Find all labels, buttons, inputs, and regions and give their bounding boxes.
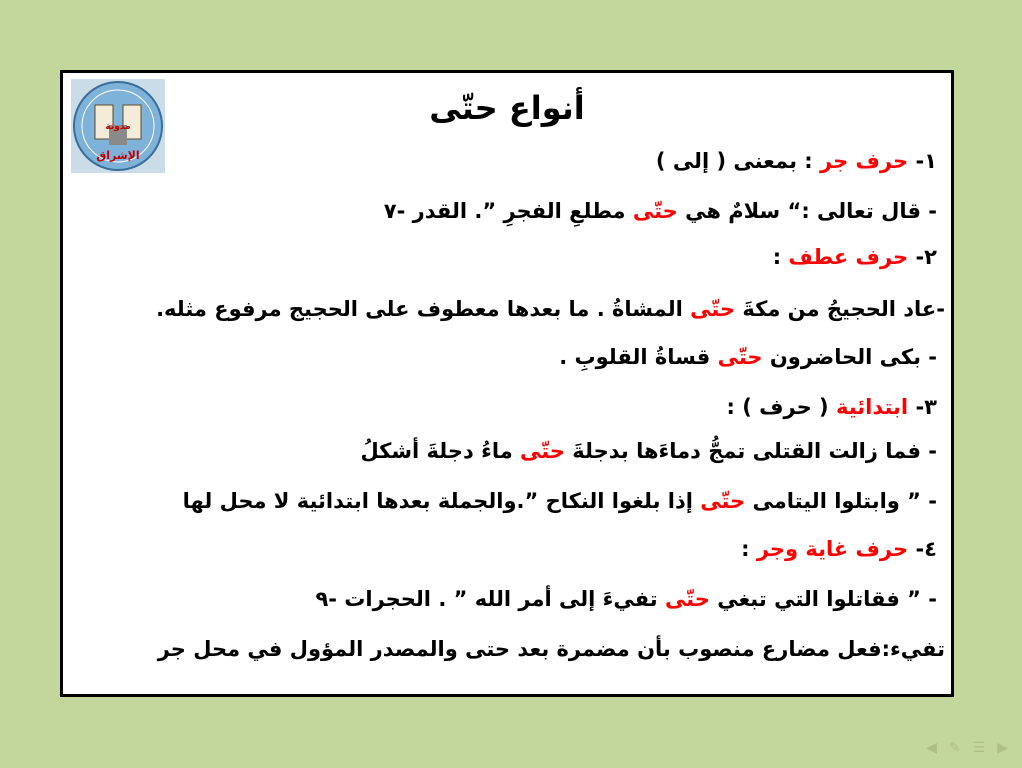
line-text: -عاد الحجيجُ من مكةَ <box>735 297 945 321</box>
line-text: ٢- <box>908 245 937 269</box>
highlighted-text: حتّى <box>664 587 710 611</box>
highlighted-text: حرف غاية وجر <box>756 537 909 561</box>
slide-content-box <box>60 70 954 697</box>
text-line-8 <box>183 485 937 517</box>
highlighted-text: حرف جر <box>820 149 909 173</box>
logo-top-text: مدونة <box>105 122 131 132</box>
highlighted-text: حتّى <box>690 297 736 321</box>
line-text: تفيءَ إلى أمر الله ” . الحجرات -٩ <box>315 587 665 611</box>
text-line-2 <box>384 195 937 227</box>
highlighted-text: حرف عطف <box>788 245 909 269</box>
text-line-3 <box>773 241 937 273</box>
text-line-9 <box>741 533 937 565</box>
slide-nav <box>926 740 1008 756</box>
highlighted-text: ابتدائية <box>835 395 909 419</box>
highlighted-text: حتّى <box>700 489 746 513</box>
line-text: مطلعِ الفجرِ ”. القدر -٧ <box>383 199 633 223</box>
line-text: إذا بلغوا النكاح ”.والجملة بعدها ابتدائية لا محل لها <box>182 489 701 513</box>
line-text: : بمعنى ( إلى ) <box>655 149 821 173</box>
line-text: تفيء:فعل مضارع منصوب بأن مضمرة بعد حتى والمصدر المؤول في محل جر <box>157 637 945 661</box>
line-text: - فما زالت القتلى تمجُّ دماءَها بدجلةَ <box>564 439 937 463</box>
line-text: ماءُ دجلةَ أشكلُ <box>360 439 521 463</box>
text-line-6 <box>727 391 937 423</box>
pen-icon[interactable]: ✎ <box>948 740 961 756</box>
line-text: ٣- <box>908 395 937 419</box>
line-text: - قال تعالى :“ سلامٌ هي <box>677 199 937 223</box>
line-text: : <box>772 245 789 269</box>
line-text: ( حرف ) : <box>726 395 836 419</box>
text-line-10 <box>315 583 937 615</box>
logo-bottom-text: الإشراق <box>96 149 140 162</box>
menu-icon[interactable]: ☰ <box>972 740 986 756</box>
next-arrow-icon[interactable]: ▶ <box>997 740 1008 756</box>
line-text: ٤- <box>908 537 937 561</box>
text-line-5 <box>559 341 937 373</box>
text-line-11 <box>158 633 945 665</box>
prev-arrow-icon[interactable]: ◀ <box>926 740 937 756</box>
highlighted-text: حتّى <box>717 345 763 369</box>
slide-title: أنواع حتّى <box>429 89 585 127</box>
line-text: - ” فقاتلوا التي تبغي <box>709 587 937 611</box>
text-line-7 <box>360 435 937 467</box>
highlighted-text: حتّى <box>632 199 678 223</box>
text-line-1 <box>656 145 937 177</box>
line-text: قساةُ القلوبِ . <box>559 345 718 369</box>
highlighted-text: حتّى <box>520 439 565 463</box>
text-line-4 <box>156 293 945 325</box>
line-text: المشاةُ . ما بعدها معطوف على الحجيج مرفوع مثله. <box>156 297 691 321</box>
line-text: ١- <box>908 149 937 173</box>
line-text: - ” وابتلوا اليتامى <box>745 489 937 513</box>
line-text: : <box>741 537 757 561</box>
line-text: - بكى الحاضرون <box>762 345 937 369</box>
